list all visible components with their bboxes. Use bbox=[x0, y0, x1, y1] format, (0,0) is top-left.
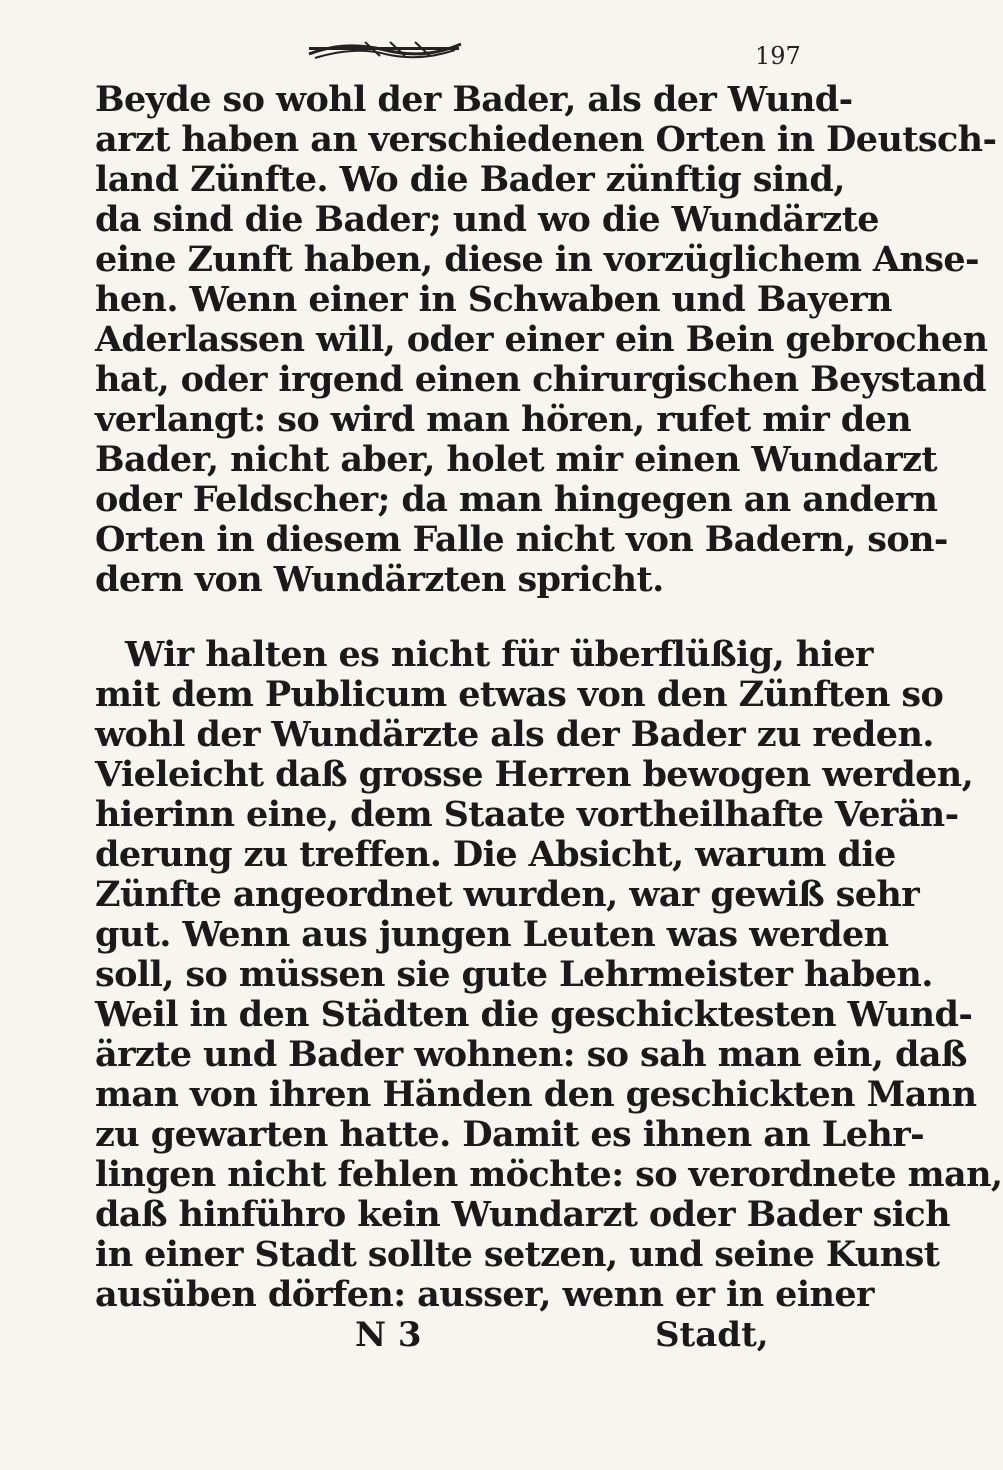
text-line: arzt haben an verschiedenen Orten in Deutsch- bbox=[95, 119, 997, 160]
text-line: verlangt: so wird man hören, rufet mir den bbox=[95, 399, 912, 440]
text-line: Aderlassen will, oder einer ein Bein gebrochen bbox=[95, 319, 988, 360]
text-line: Wir halten es nicht für überflüßig, hier bbox=[125, 634, 873, 675]
text-line: eine Zunft haben, diese in vorzüglichem Anse- bbox=[95, 239, 979, 280]
text-line: ärzte und Bader wohnen: so sah man ein, daß bbox=[95, 1034, 967, 1075]
text-line: ausüben dörfen: ausser, wenn er in einer bbox=[95, 1274, 874, 1315]
text-line: mit dem Publicum etwas von den Zünften so bbox=[95, 674, 944, 715]
text-line: hierinn eine, dem Staate vortheilhafte Verän- bbox=[95, 794, 959, 835]
text-line: Zünfte angeordnet wurden, war gewiß sehr bbox=[95, 874, 920, 915]
text-line: zu gewarten hatte. Damit es ihnen an Lehr- bbox=[95, 1114, 925, 1155]
text-line: man von ihren Händen den geschickten Mann bbox=[95, 1074, 977, 1115]
text-line: Orten in diesem Falle nicht von Badern, son- bbox=[95, 519, 948, 560]
text-line: Bader, nicht aber, holet mir einen Wundarzt bbox=[95, 439, 937, 480]
signature-mark: N 3 bbox=[355, 1315, 422, 1355]
text-line: Weil in den Städten die geschicktesten Wund- bbox=[95, 994, 973, 1035]
header-ornament bbox=[305, 38, 465, 62]
page-footer bbox=[95, 1315, 785, 1355]
page-number: 197 bbox=[755, 42, 801, 70]
text-line: da sind die Bader; und wo die Wundärzte bbox=[95, 199, 879, 240]
text-line: land Zünfte. Wo die Bader zünftig sind, bbox=[95, 159, 845, 200]
text-line: dern von Wundärzten spricht. bbox=[95, 559, 664, 600]
text-line: Beyde so wohl der Bader, als der Wund- bbox=[95, 79, 853, 120]
text-line: oder Feldscher; da man hingegen an andern bbox=[95, 479, 938, 520]
text-line: hen. Wenn einer in Schwaben und Bayern bbox=[95, 279, 892, 320]
catchword: Stadt, bbox=[655, 1315, 769, 1355]
text-line: gut. Wenn aus jungen Leuten was werden bbox=[95, 914, 889, 955]
text-line: daß hinführo kein Wundarzt oder Bader sich bbox=[95, 1194, 950, 1235]
text-line: in einer Stadt sollte setzen, und seine Kunst bbox=[95, 1234, 940, 1275]
text-line: Vieleicht daß grosse Herren bewogen werden, bbox=[95, 754, 974, 795]
text-line: lingen nicht fehlen möchte: so verordnete man, bbox=[95, 1154, 1003, 1195]
text-line: wohl der Wundärzte als der Bader zu reden. bbox=[95, 714, 934, 755]
text-line: derung zu treffen. Die Absicht, warum die bbox=[95, 834, 896, 875]
text-line: hat, oder irgend einen chirurgischen Beystand bbox=[95, 359, 987, 400]
text-line: soll, so müssen sie gute Lehrmeister haben. bbox=[95, 954, 933, 995]
